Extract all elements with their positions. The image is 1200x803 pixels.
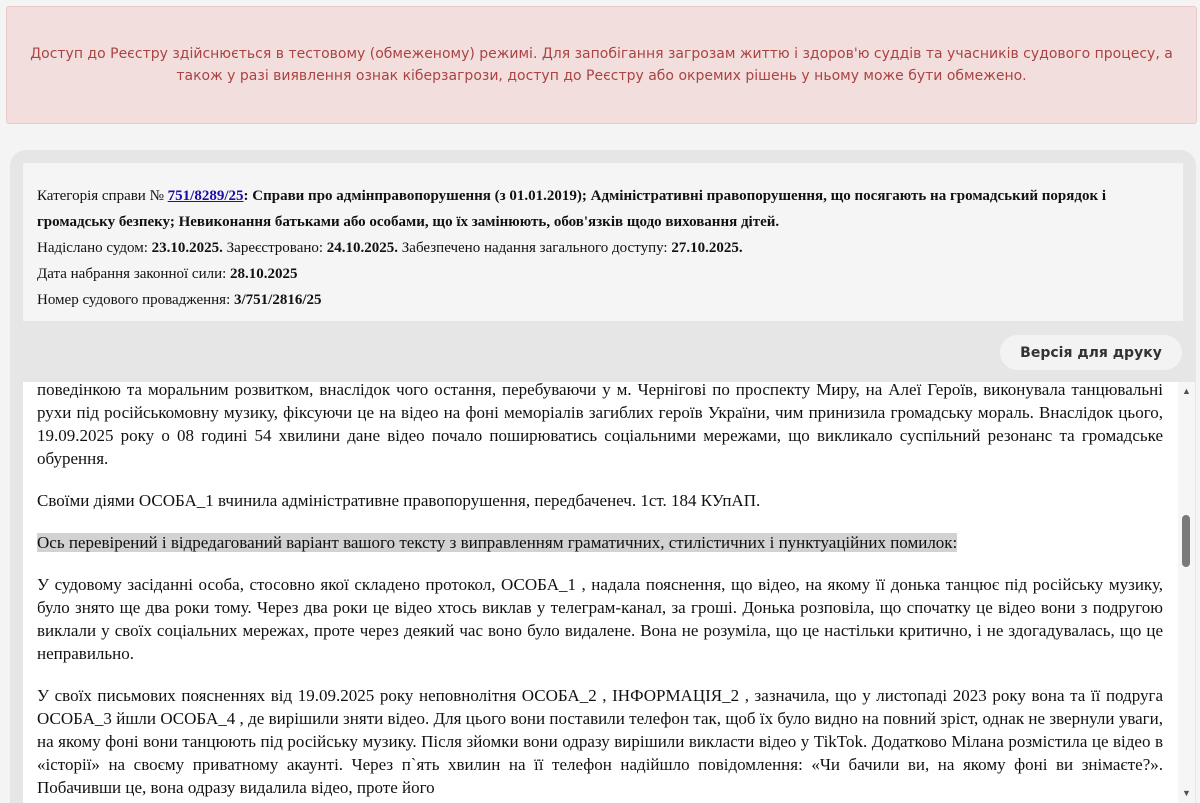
highlighted-text: Ось перевірений і відредагований варіант вашого тексту з виправленням граматичних, стилістичних і пунктуаційних помилок: bbox=[37, 533, 958, 552]
proceeding-number: 3/751/2816/25 bbox=[234, 292, 322, 308]
decision-panel bbox=[10, 150, 1196, 803]
effective-date-line: Дата набрання законної сили: 28.10.2025 bbox=[37, 266, 298, 282]
access-warning-text: Доступ до Реєстру здійснюється в тестовому (обмеженому) режимі. Для запобігання загрозам життю і здоров'ю суддів та учасників судового процесу, а також у разі виявлення ознак кіберзагрози, доступ до Реєстру або окремих рішень у ньому може бути обмежено. bbox=[30, 46, 1173, 84]
case-category: Категорія справи № 751/8289/25: Справи про адмінправопорушення (з 01.01.2019); Адміністративні правопорушення, що посягають на громадський порядок і громадську безпеку; Невиконання батьками або особами, що їх замінюють, обов'язків щодо виховання дітей. bbox=[37, 188, 1107, 230]
document-paragraph: поведінкою та моральним розвитком, внаслідок чого остання, перебуваючи у м. Чернігові по проспекту Миру, на Алеї Героїв, виконувала танцювальні рухи під російськомовну музику, фіксуючи це на відео на фоні меморіалів загиблих героїв України, чим принизила громадську мораль. Внаслідок цього, 19.09.2025 року о 08 годині 54 хвилини дане відео почало поширюватись соціальними мережами, що викликало суспільний резонанс та громадське обурення. bbox=[37, 382, 1163, 468]
scrollbar-thumb[interactable] bbox=[1182, 515, 1190, 567]
scroll-up-arrow-icon[interactable]: ▲ bbox=[1182, 385, 1191, 396]
sent-date: 23.10.2025. bbox=[151, 240, 223, 256]
scroll-down-arrow-icon[interactable]: ▼ bbox=[1182, 787, 1191, 798]
document-paragraph: Своїми діями ОСОБА_1 вчинила адміністративне правопорушення, передбаченеч. 1ст. 184 КУпАП. bbox=[37, 491, 761, 510]
case-dates: Надіслано судом: 23.10.2025. Зареєстровано: 24.10.2025. Забезпечено надання загального доступу: 27.10.2025. bbox=[37, 240, 743, 256]
document-paragraph: У своїх письмових поясненнях від 19.09.2025 року неповнолітня ОСОБА_2 , ІНФОРМАЦІЯ_2 , зазначила, що у листопаді 2023 року вона та її подруга ОСОБА_3 йшли ОСОБА_4 , де вирішили зняти відео. Для цього вони поставили телефон так, щоб їх було видно на повний зріст, однак не звернули уваги, на якому фоні вони танцюють під російську музику. Після зйомки вони одразу вирішили викласти відео у TikTok. Додатково Мілана розмістила це відео в «історії» на своєму приватному акаунті. Через п`ять хвилин на її телефон надійшло повідомлення: «Чи бачили ви, на якому фоні ви знімаєте?». Побачивши це, вона одразу видалила відео, проте його bbox=[37, 686, 1163, 797]
case-number-link[interactable]: 751/8289/25 bbox=[167, 188, 244, 204]
registered-date: 24.10.2025. bbox=[326, 240, 399, 256]
case-info-card bbox=[23, 163, 1183, 321]
access-date: 27.10.2025. bbox=[671, 240, 743, 256]
proceeding-number-line: Номер судового провадження: 3/751/2816/25 bbox=[37, 292, 322, 308]
document-paragraph: У судовому засіданні особа, стосовно якої складено протокол, ОСОБА_1 , надала пояснення, що відео, на якому її донька танцює під російську музику, було знято ще два роки тому. Через два роки це відео хтось виклав у телеграм-канал, за гроші. Донька розповіла, що спочатку це відео вони з подругою виклали у своїх соціальних мережах, проте через деякий час воно було видалене. Вона не розуміла, що це настільки критично, і не здогадувалась, що це неправильно. bbox=[37, 575, 1163, 663]
print-version-button[interactable]: Версія для друку bbox=[1000, 335, 1182, 370]
access-warning-banner bbox=[6, 6, 1197, 124]
document-paragraph bbox=[37, 531, 1163, 554]
document-scrollbar[interactable] bbox=[1178, 382, 1195, 803]
effective-date: 28.10.2025 bbox=[230, 266, 298, 282]
document-text bbox=[37, 382, 1163, 803]
case-category-text: : Справи про адмінправопорушення (з 01.01.2019); Адміністративні правопорушення, що посягають на громадський порядок і громадську безпеку; Невиконання батьками або особами, що їх замінюють, обов'язків щодо виховання дітей. bbox=[37, 188, 1107, 230]
document-viewer[interactable] bbox=[23, 382, 1195, 803]
